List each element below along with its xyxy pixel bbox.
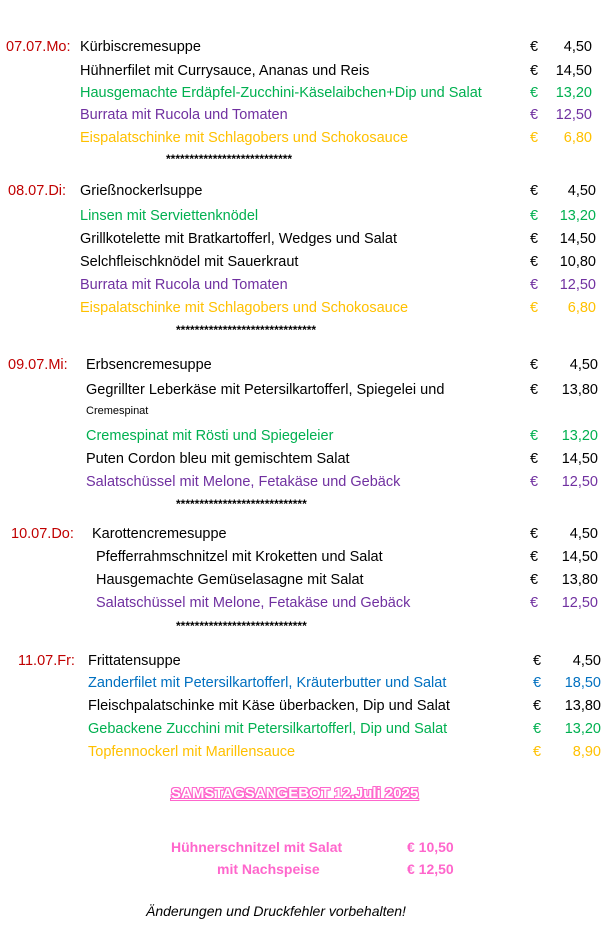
menu-item: Eispalatschinke mit Schlagobers und Schokosauce	[80, 300, 409, 316]
menu-item: Linsen mit Serviettenknödel	[80, 208, 259, 224]
menu-item: Zanderfilet mit Petersilkartofferl, Kräuterbutter und Salat	[88, 675, 447, 691]
euro-sign: €	[530, 277, 539, 293]
separator: ****************************	[176, 619, 307, 633]
price: 4,50	[569, 357, 598, 373]
menu-item: Eispalatschinke mit Schlagobers und Schokosauce	[80, 130, 409, 146]
menu-item: Topfennockerl mit Marillensauce	[88, 744, 296, 760]
euro-sign: €	[533, 721, 542, 737]
price: 18,50	[564, 675, 601, 691]
menu-item-continued: Cremespinat	[86, 405, 149, 417]
euro-sign: €	[530, 451, 539, 467]
price: 12,50	[561, 474, 598, 490]
day-label-tuesday: 08.07.Di:	[8, 183, 67, 199]
menu-item: Gegrillter Leberkäse mit Petersilkartofferl, Spiegelei und	[86, 382, 445, 398]
menu-item: Hausgemachte Erdäpfel-Zucchini-Käselaibchen+Dip und Salat	[80, 85, 482, 101]
menu-item: Salatschüssel mit Melone, Fetakäse und Gebäck	[96, 595, 411, 611]
separator: ****************************	[176, 497, 307, 511]
day-label-wednesday: 09.07.Mi:	[8, 357, 68, 373]
price: 4,50	[572, 653, 601, 669]
price: 10,80	[559, 254, 596, 270]
euro-sign: €	[533, 744, 542, 760]
menu-item: Frittatensuppe	[88, 653, 181, 669]
menu-item: Grillkotelette mit Bratkartofferl, Wedges und Salat	[80, 231, 397, 247]
day-label-friday: 11.07.Fr:	[18, 653, 75, 669]
price: 13,20	[564, 721, 601, 737]
euro-sign: €	[530, 382, 539, 398]
euro-sign: €	[530, 549, 539, 565]
menu-item: Puten Cordon bleu mit gemischtem Salat	[86, 451, 350, 467]
price: 13,80	[561, 382, 598, 398]
menu-item: Burrata mit Rucola und Tomaten	[80, 107, 288, 123]
menu-item: Gebackene Zucchini mit Petersilkartofferl, Dip und Salat	[88, 721, 448, 737]
price: 13,80	[564, 698, 601, 714]
menu-item: Hausgemachte Gemüselasagne mit Salat	[96, 572, 364, 588]
euro-sign: €	[533, 675, 542, 691]
menu-item: Selchfleischknödel mit Sauerkraut	[80, 254, 299, 270]
price: 12,50	[555, 107, 592, 123]
disclaimer: Änderungen und Druckfehler vorbehalten!	[146, 903, 406, 919]
saturday-item-dessert: mit Nachspeise	[217, 861, 320, 877]
euro-sign: €	[530, 595, 539, 611]
euro-sign: €	[533, 653, 542, 669]
menu-item: Karottencremesuppe	[92, 526, 227, 542]
menu-item: Salatschüssel mit Melone, Fetakäse und Gebäck	[86, 474, 401, 490]
euro-sign: €	[530, 107, 539, 123]
price: 13,20	[555, 85, 592, 101]
euro-sign: €	[530, 39, 539, 55]
saturday-price-dessert: € 12,50	[407, 861, 454, 877]
price: 14,50	[559, 231, 596, 247]
saturday-item: Hühnerschnitzel mit Salat	[171, 839, 343, 855]
price: 13,80	[561, 572, 598, 588]
price: 13,20	[559, 208, 596, 224]
price: 12,50	[559, 277, 596, 293]
price: 13,20	[561, 428, 598, 444]
separator: ******************************	[176, 323, 317, 337]
menu-item: Hühnerfilet mit Currysauce, Ananas und Reis	[80, 63, 370, 79]
menu-item: Fleischpalatschinke mit Käse überbacken, Dip und Salat	[88, 698, 450, 714]
price: 4,50	[563, 39, 592, 55]
euro-sign: €	[530, 300, 539, 316]
saturday-offer-title: SAMSTAGSANGEBOT 12.Juli 2025	[171, 785, 419, 802]
price: 6,80	[567, 300, 596, 316]
euro-sign: €	[530, 526, 539, 542]
separator: ***************************	[166, 152, 293, 166]
saturday-price: € 10,50	[407, 839, 454, 855]
euro-sign: €	[530, 474, 539, 490]
euro-sign: €	[530, 63, 539, 79]
price: 6,80	[563, 130, 592, 146]
menu-item: Kürbiscremesuppe	[80, 39, 201, 55]
euro-sign: €	[533, 698, 542, 714]
menu-item: Cremespinat mit Rösti und Spiegeleier	[86, 428, 334, 444]
price: 12,50	[561, 595, 598, 611]
day-label-thursday: 10.07.Do:	[11, 526, 74, 542]
euro-sign: €	[530, 254, 539, 270]
euro-sign: €	[530, 208, 539, 224]
price: 4,50	[567, 183, 596, 199]
price: 14,50	[555, 63, 592, 79]
price: 14,50	[561, 549, 598, 565]
euro-sign: €	[530, 428, 539, 444]
price: 4,50	[569, 526, 598, 542]
price: 8,90	[572, 744, 601, 760]
euro-sign: €	[530, 572, 539, 588]
menu-item: Erbsencremesuppe	[86, 357, 212, 373]
day-label-monday: 07.07.Mo:	[6, 39, 71, 55]
euro-sign: €	[530, 85, 539, 101]
euro-sign: €	[530, 183, 539, 199]
euro-sign: €	[530, 130, 539, 146]
menu-item: Burrata mit Rucola und Tomaten	[80, 277, 288, 293]
menu-item: Grießnockerlsuppe	[80, 183, 203, 199]
euro-sign: €	[530, 231, 539, 247]
menu-item: Pfefferrahmschnitzel mit Kroketten und Salat	[96, 549, 383, 565]
euro-sign: €	[530, 357, 539, 373]
price: 14,50	[561, 451, 598, 467]
